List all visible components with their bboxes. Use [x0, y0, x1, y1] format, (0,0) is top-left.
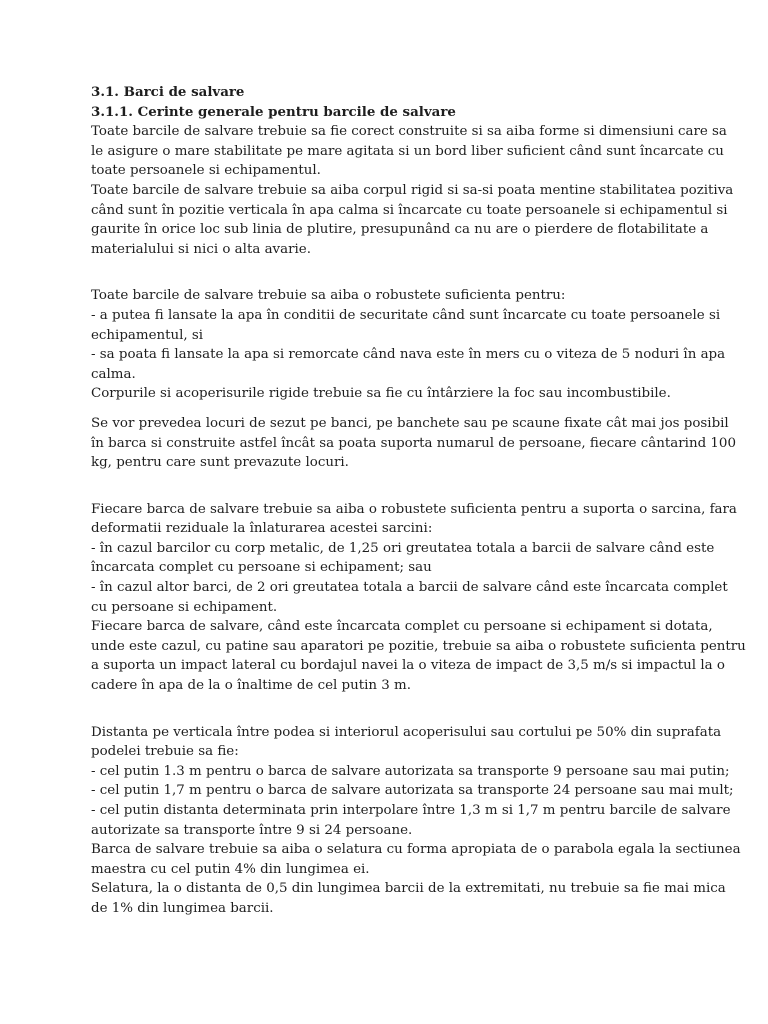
text-line: Fiecare barca de salvare trebuie sa aiba o robustete suficienta pentru a suporta o sarcina, fara	[91, 501, 737, 517]
text-line: în barca si construite astfel încât sa poata suporta numarul de persoane, fiecare cântarind 100	[91, 435, 736, 451]
paragraph-headroom	[91, 723, 741, 919]
text-line: toate persoanele si echipamentul.	[91, 163, 321, 179]
text-line: - cel putin distanta determinata prin interpolare între 1,3 m si 1,7 m pentru barcile de salvare	[91, 803, 731, 818]
paragraph-spacer	[91, 259, 691, 286]
text-line: le asigure o mare stabilitate pe mare agitata si un bord liber suficient când sunt încarcate cu	[91, 143, 724, 159]
section-heading: 3.1. Barci de salvare	[91, 84, 245, 100]
text-line: kg, pentru care sunt prevazute locuri.	[91, 455, 349, 471]
paragraph-spacer	[91, 696, 691, 723]
text-line: materialului si nici o alta avarie.	[91, 241, 311, 257]
text-line: a suporta un impact lateral cu bordajul navei la o viteza de impact de 3,5 m/s si impactul la o	[91, 658, 725, 674]
text-line: gaurite în orice loc sub linia de plutire, presupunând ca nu are o pierdere de flotabilitate a	[91, 222, 709, 238]
text-line: - în cazul barcilor cu corp metalic, de 1,25 ori greutatea totala a barcii de salvare când este	[91, 540, 715, 556]
text-line: podelei trebuie sa fie:	[91, 744, 239, 760]
text-line: echipamentul, si	[91, 327, 204, 343]
text-line: cadere în apa de la o înaltime de cel putin 3 m.	[91, 678, 412, 694]
text-line: maestra cu cel putin 4% din lungimea ei.	[91, 861, 370, 877]
paragraph-spacer	[91, 473, 691, 500]
text-line: - a putea fi lansate la apa în conditii de securitate când sunt încarcate cu toate persoanele si	[91, 307, 721, 323]
text-line: cu persoane si echipament.	[91, 599, 278, 615]
paragraph-spacer	[91, 404, 691, 414]
text-line: unde este cazul, cu patine sau aparatori pe pozitie, trebuie sa aiba o robustete suficienta pentru	[91, 638, 746, 654]
text-line: Se vor prevedea locuri de sezut pe banci, pe banchete sau pe scaune fixate cât mai jos posibil	[91, 415, 729, 431]
text-line: Toate barcile de salvare trebuie sa aiba o robustete suficienta pentru:	[91, 288, 566, 304]
text-line: Toate barcile de salvare trebuie sa aiba corpul rigid si sa-si poata mentine stabilitatea pozitiva	[91, 182, 734, 198]
paragraph-robustness	[91, 286, 726, 404]
text-line: - în cazul altor barci, de 2 ori greutatea totala a barcii de salvare când este încarcata complet	[91, 580, 728, 596]
text-line: - sa poata fi lansate la apa si remorcate când nava este în mers cu o viteza de 5 noduri în apa	[91, 347, 726, 363]
text-line: deformatii reziduale la înlaturarea acestei sarcini:	[91, 521, 433, 537]
text-line: calma.	[91, 366, 136, 382]
text-line: Corpurile si acoperisurile rigide trebuie sa fie cu întârziere la foc sau incombustibile.	[91, 386, 671, 402]
paragraph-construction	[91, 122, 734, 259]
text-line: când sunt în pozitie verticala în apa calma si încarcate cu toate persoanele si echipamentul si	[91, 202, 728, 218]
text-line: - cel putin 1,7 m pentru o barca de salvare autorizata sa transporte 24 persoane sau mai mult;	[91, 783, 734, 799]
text-line: Distanta pe verticala între podea si interiorul acoperisului sau cortului pe 50% din suprafata	[91, 724, 722, 740]
text-line: de 1% din lungimea barcii.	[91, 900, 274, 916]
text-line: Selatura, la o distanta de 0,5 din lungimea barcii de la extremitati, nu trebuie sa fie mai mica	[91, 881, 726, 897]
text-line: Barca de salvare trebuie sa aiba o selatura cu forma apropiata de o parabola egala la sectiunea	[91, 842, 741, 858]
document-page	[91, 83, 746, 919]
subsection-heading: 3.1.1. Cerinte generale pentru barcile de salvare	[91, 103, 456, 120]
text-line: autorizate sa transporte între 9 si 24 persoane.	[91, 822, 413, 838]
text-line: încarcata complet cu persoane si echipament; sau	[91, 560, 432, 576]
text-line: - cel putin 1.3 m pentru o barca de salvare autorizata sa transporte 9 persoane sau mai putin;	[91, 763, 730, 779]
paragraph-load-strength	[91, 500, 746, 696]
text-line: Fiecare barca de salvare, când este încarcata complet cu persoane si echipament si dotata,	[91, 619, 713, 635]
text-line: Toate barcile de salvare trebuie sa fie corect construite si sa aiba forme si dimensiuni care sa	[91, 124, 727, 140]
paragraph-seating	[91, 414, 736, 473]
